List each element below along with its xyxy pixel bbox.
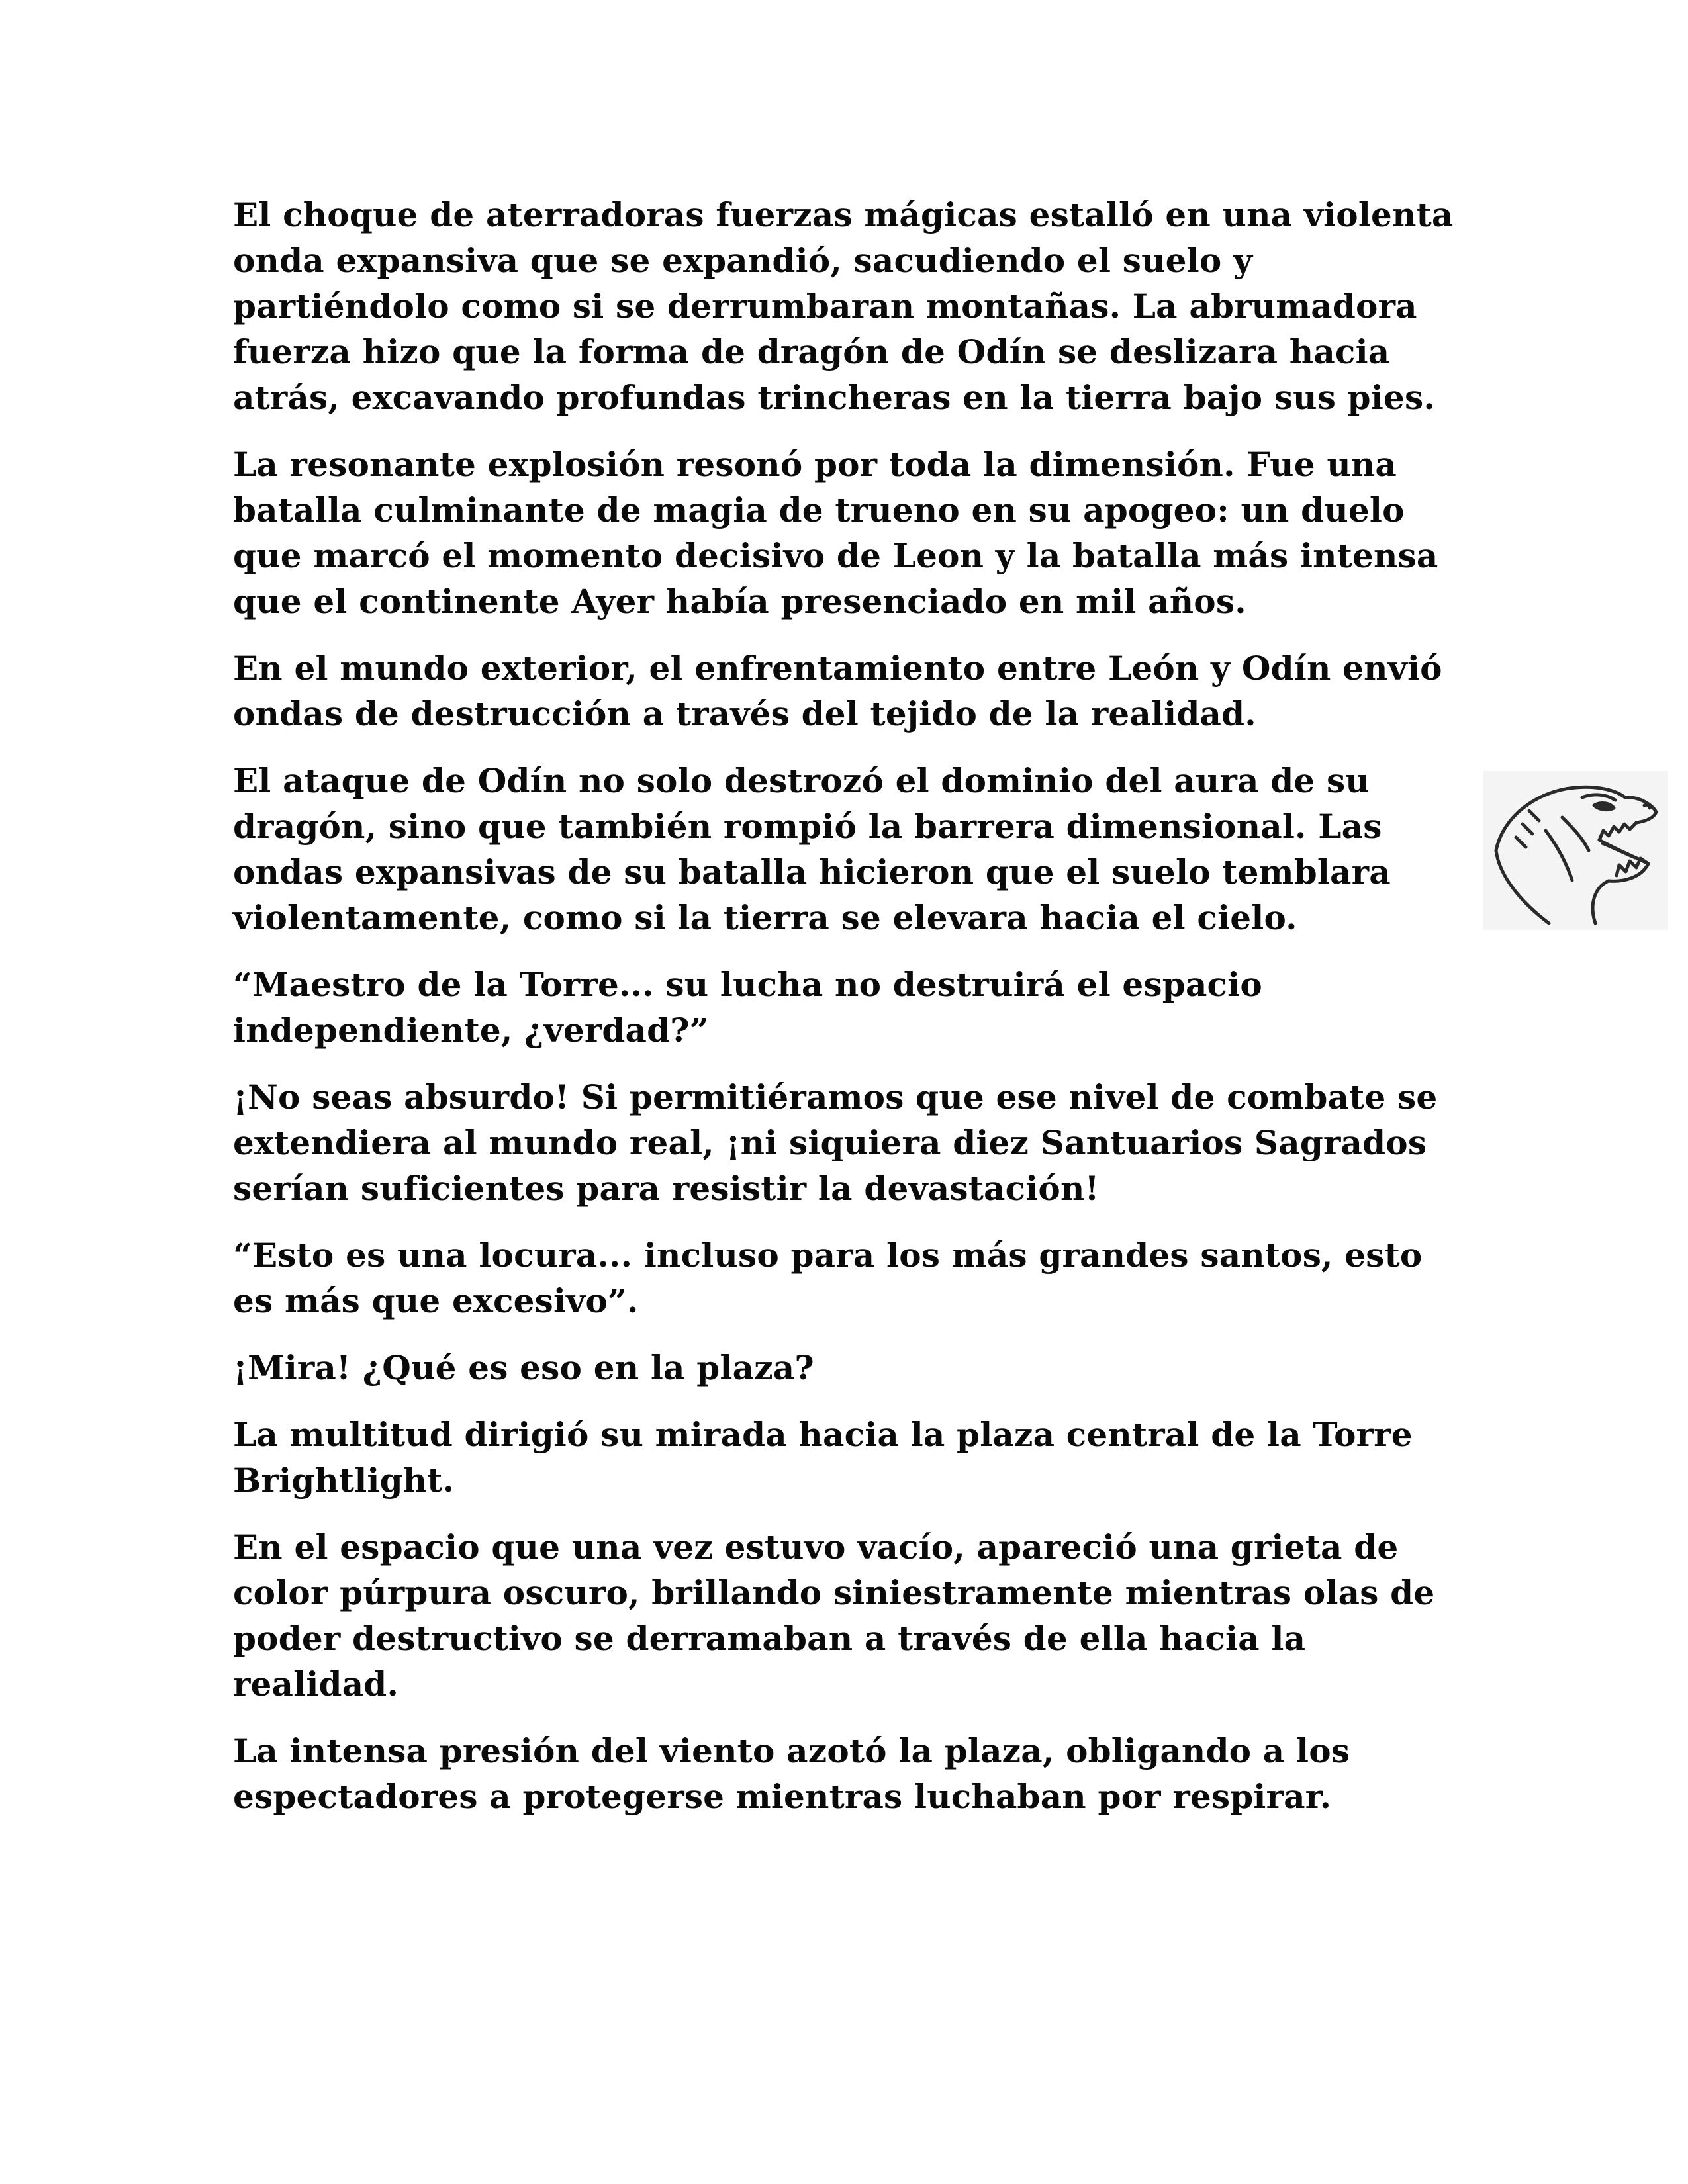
paragraph-5: “Maestro de la Torre... su lucha no destruirá el espacio independiente, ¿verdad?”: [233, 965, 1262, 1050]
dragon-head-icon: [1483, 771, 1668, 930]
paragraph-6: ¡No seas absurdo! Si permitiéramos que ese nivel de combate se extendiera al mundo real, ¡ni siquiera diez Santuarios Sagrados serían suficientes para resistir la devastación!: [233, 1077, 1438, 1208]
paragraph-8: ¡Mira! ¿Qué es eso en la plaza?: [233, 1348, 814, 1387]
paragraph-10: En el espacio que una vez estuvo vacío, apareció una grieta de color púrpura oscuro, brillando siniestramente mientras olas de poder destructivo se derramaban a través de ella hacia la realidad.: [233, 1527, 1435, 1704]
paragraph-2: La resonante explosión resonó por toda la dimensión. Fue una batalla culminante de magia de trueno en su apogeo: un duelo que marcó el momento decisivo de Leon y la batalla más intensa que el continente Ayer había presenciado en mil años.: [233, 445, 1438, 621]
paragraph-7: “Esto es una locura... incluso para los más grandes santos, esto es más que excesivo”.: [233, 1236, 1423, 1320]
body-text: [233, 192, 1458, 1841]
paragraph-3: En el mundo exterior, el enfrentamiento entre León y Odín envió ondas de destrucción a través del tejido de la realidad.: [233, 649, 1442, 733]
paragraph-11: La intensa presión del viento azotó la plaza, obligando a los espectadores a protegerse mientras luchaban por respirar.: [233, 1731, 1350, 1816]
paragraph-4: El ataque de Odín no solo destrozó el dominio del aura de su dragón, sino que también rompió la barrera dimensional. Las ondas expansivas de su batalla hicieron que el suelo temblara violentamente, como si la tierra se elevara hacia el cielo.: [233, 761, 1391, 937]
paragraph-1: El choque de aterradoras fuerzas mágicas estalló en una violenta onda expansiva que se expandió, sacudiendo el suelo y partiéndolo como si se derrumbaran montañas. La abrumadora fuerza hizo que la forma de dragón de Odín se deslizara hacia atrás, excavando profundas trincheras en la tierra bajo sus pies.: [233, 195, 1454, 417]
paragraph-9: La multitud dirigió su mirada hacia la plaza central de la Torre Brightlight.: [233, 1415, 1413, 1500]
